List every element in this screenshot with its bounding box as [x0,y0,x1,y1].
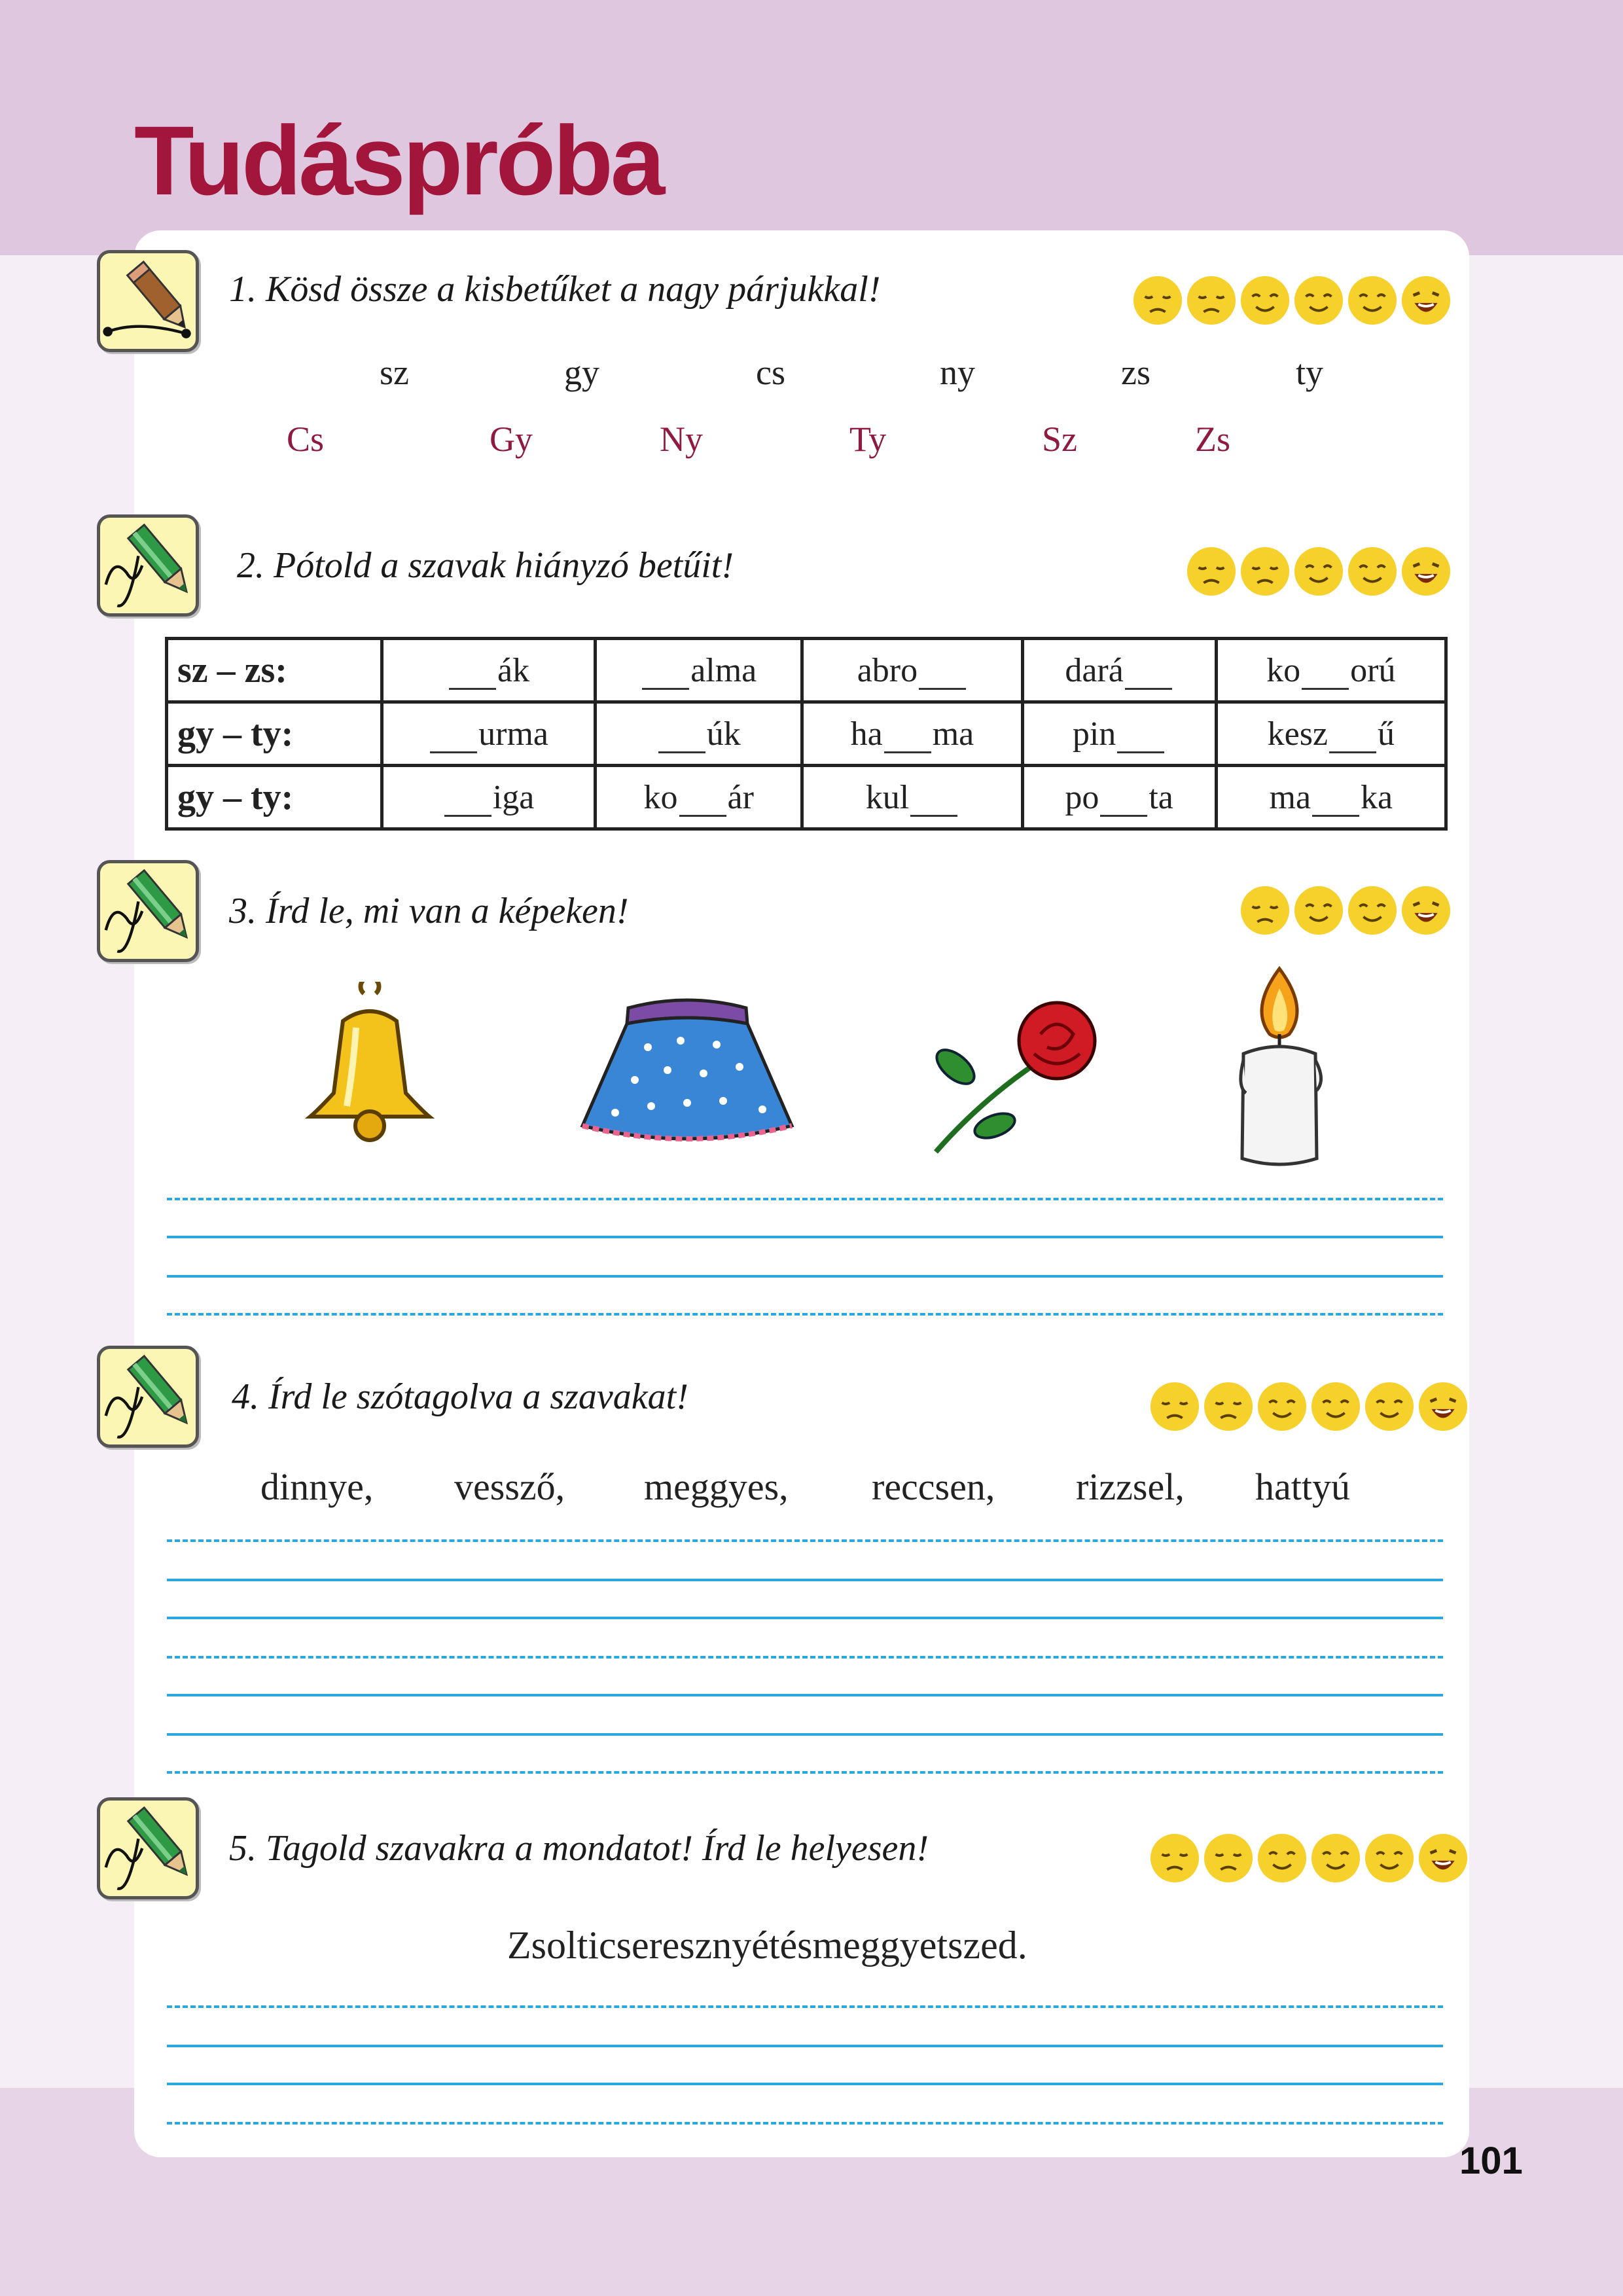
blank-slot[interactable] [449,687,496,690]
syllable-word-2: vessző, [454,1465,565,1508]
blank-slot[interactable] [679,814,726,817]
laugh-face-icon[interactable] [1418,1381,1469,1432]
laugh-face-icon[interactable] [1400,275,1452,326]
sad-face-icon[interactable] [1149,1833,1200,1884]
task5-instruction: 5. Tagold szavakra a mondatot! Írd le helyesen! [229,1828,929,1869]
task3-instruction: 3. Írd le, mi van a képeken! [229,891,629,931]
bell-icon [301,982,438,1152]
word-part: po [1065,778,1099,816]
missing-letters-table [165,637,1448,831]
laugh-face-icon[interactable] [1418,1833,1469,1884]
blank-slot[interactable] [919,687,966,690]
fill-in-cell[interactable] [1022,702,1216,766]
lowercase-4: ny [940,353,975,392]
pencil-write-icon [97,1346,199,1448]
page-number: 101 [1459,2140,1523,2182]
writing-line[interactable] [167,2045,1443,2047]
sad-face-icon[interactable] [1203,1381,1254,1432]
uppercase-5: Sz [1042,420,1077,459]
writing-line[interactable] [167,1771,1443,1774]
fill-in-cell[interactable] [1216,766,1446,829]
happy-face-icon[interactable] [1347,275,1398,326]
table-row [167,639,1446,702]
blank-slot[interactable] [1329,751,1376,753]
fill-in-cell[interactable] [382,702,596,766]
writing-line[interactable] [167,2083,1443,2085]
blank-slot[interactable] [1100,814,1147,817]
writing-line[interactable] [167,2005,1443,2008]
sad-face-icon[interactable] [1203,1833,1254,1884]
happy-face-icon[interactable] [1293,546,1344,597]
lowercase-5: zs [1121,353,1150,392]
syllable-word-5: rizzsel, [1076,1465,1185,1508]
word-part: ha [850,715,883,753]
happy-face-icon[interactable] [1364,1381,1415,1432]
word-part: orú [1350,651,1396,689]
word-part: ár [727,778,754,816]
pencil-write-icon [97,1797,199,1899]
fill-in-cell[interactable] [1022,766,1216,829]
blank-slot[interactable] [1117,751,1164,753]
word-part: kesz [1267,715,1329,753]
uppercase-3: Ny [660,420,703,459]
happy-face-icon[interactable] [1347,885,1398,936]
writing-line[interactable] [167,1236,1443,1238]
rating-faces-2[interactable] [1186,546,1452,597]
uppercase-4: Ty [849,420,887,459]
syllable-word-3: meggyes, [644,1465,789,1508]
table-row [167,702,1446,766]
pencil-write-icon [97,860,199,962]
fill-in-cell[interactable] [596,639,802,702]
word-part: iga [492,778,535,816]
rating-faces-5[interactable] [1149,1833,1469,1884]
writing-line[interactable] [167,1656,1443,1659]
happy-face-icon[interactable] [1293,275,1344,326]
blank-slot[interactable] [430,751,477,753]
sad-face-icon[interactable] [1186,546,1237,597]
fill-in-cell[interactable] [382,766,596,829]
pencil-write-icon [97,514,199,617]
word-part: dará [1065,651,1124,689]
fill-in-cell[interactable] [382,639,596,702]
row-label: gy – ty: [167,766,382,829]
row-label: sz – zs: [167,639,382,702]
writing-line[interactable] [167,1313,1443,1316]
run-together-sentence: Zsolticseresznyétésmeggyetszed. [507,1924,1027,1967]
fill-in-cell[interactable] [802,639,1022,702]
candle-icon [1224,962,1335,1172]
page-title: Tudáspróba [134,105,663,215]
blank-slot[interactable] [1312,814,1359,817]
fill-in-cell[interactable] [1022,639,1216,702]
word-part: urma [478,715,548,753]
happy-face-icon[interactable] [1310,1381,1361,1432]
writing-line[interactable] [167,1275,1443,1278]
writing-line[interactable] [167,1198,1443,1200]
sad-face-icon[interactable] [1132,275,1183,326]
rating-faces-1[interactable] [1132,275,1452,326]
word-part: ű [1378,715,1395,753]
laugh-face-icon[interactable] [1400,885,1452,936]
fill-in-cell[interactable] [1216,702,1446,766]
happy-face-icon[interactable] [1293,885,1344,936]
task2-instruction: 2. Pótold a szavak hiányzó betűit! [237,545,734,586]
writing-line[interactable] [167,1617,1443,1619]
word-part: ko [1266,651,1301,689]
word-part: kul [865,778,910,816]
lowercase-6: ty [1296,353,1324,392]
fill-in-cell[interactable] [802,766,1022,829]
row-label: gy – ty: [167,702,382,766]
blank-slot[interactable] [642,687,689,690]
happy-face-icon[interactable] [1347,546,1398,597]
sad-face-icon[interactable] [1186,275,1237,326]
sad-face-icon[interactable] [1240,885,1291,936]
task4-instruction: 4. Írd le szótagolva a szavakat! [232,1376,688,1417]
pencil-connect-icon [97,250,199,352]
word-part: ák [497,651,530,689]
lowercase-1: sz [380,353,409,392]
writing-line[interactable] [167,1579,1443,1581]
word-part: úk [706,715,741,753]
blank-slot[interactable] [910,814,957,817]
blank-slot[interactable] [658,751,705,753]
syllable-word-6: hattyú [1255,1465,1350,1508]
fill-in-cell[interactable] [596,702,802,766]
happy-face-icon[interactable] [1257,1833,1308,1884]
fill-in-cell[interactable] [1216,639,1446,702]
lowercase-3: cs [756,353,785,392]
fill-in-cell[interactable] [596,766,802,829]
word-part: abro [857,651,918,689]
syllable-word-1: dinnye, [260,1465,374,1508]
task1-instruction: 1. Kösd össze a kisbetűket a nagy párjukkal! [229,269,881,310]
blank-slot[interactable] [884,751,931,753]
fill-in-cell[interactable] [802,702,1022,766]
rating-faces-3[interactable] [1240,885,1452,936]
blank-slot[interactable] [1125,687,1172,690]
word-part: ma [1269,778,1311,816]
syllable-word-4: reccsen, [872,1465,995,1508]
sad-face-icon[interactable] [1149,1381,1200,1432]
rose-icon [916,995,1113,1158]
skirt-icon [576,988,798,1152]
rating-faces-4[interactable] [1149,1381,1469,1432]
word-part: alma [690,651,757,689]
word-part: ma [932,715,974,753]
happy-face-icon[interactable] [1364,1833,1415,1884]
uppercase-2: Gy [490,420,533,459]
lowercase-2: gy [564,353,599,392]
writing-line[interactable] [167,1694,1443,1696]
writing-line[interactable] [167,1733,1443,1736]
blank-slot[interactable] [444,814,491,817]
uppercase-6: Zs [1195,420,1230,459]
writing-line[interactable] [167,1539,1443,1542]
uppercase-1: Cs [287,420,325,459]
blank-slot[interactable] [1302,687,1349,690]
happy-face-icon[interactable] [1310,1833,1361,1884]
word-part: ta [1149,778,1173,816]
table-row [167,766,1446,829]
laugh-face-icon[interactable] [1400,546,1452,597]
writing-line[interactable] [167,2122,1443,2125]
word-part: ko [643,778,678,816]
happy-face-icon[interactable] [1240,275,1291,326]
word-part: ka [1361,778,1393,816]
happy-face-icon[interactable] [1257,1381,1308,1432]
word-part: pin [1072,715,1116,753]
sad-face-icon[interactable] [1240,546,1291,597]
